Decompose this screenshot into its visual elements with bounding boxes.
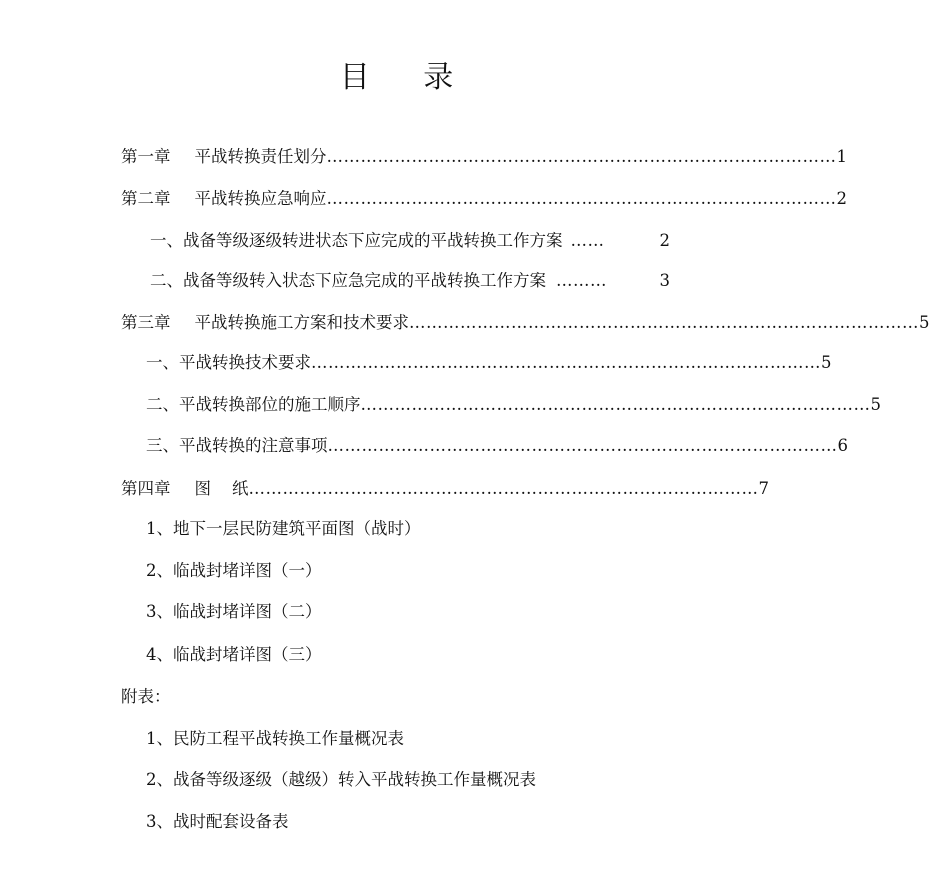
- toc-chapter-label: 第四章: [121, 479, 171, 498]
- toc-entry-section-3-3: [146, 435, 848, 457]
- toc-entry-section-3-1: [146, 352, 832, 374]
- appendix-list-item: 3、战时配套设备表: [146, 812, 289, 831]
- toc-page-number: 6: [837, 436, 848, 455]
- toc-leader-dots: ………: [556, 271, 607, 290]
- drawing-list-item: 4、临战封堵详图（三）: [146, 645, 322, 664]
- toc-entry-text: 三、平战转换的注意事项: [146, 436, 328, 455]
- toc-entry-text: 图 纸: [194, 479, 249, 498]
- appendix-list-item: 2、战备等级逐级（越级）转入平战转换工作量概况表: [146, 770, 536, 789]
- toc-leader-dots: ………………………………………………………………………………: [360, 395, 871, 414]
- toc-entry-section-2-1: [150, 230, 670, 252]
- toc-entry-chapter-4: [121, 478, 769, 500]
- toc-entry-section-2-2: [150, 270, 670, 292]
- toc-leader-dots: ………………………………………………………………………………: [409, 313, 919, 332]
- appendix-heading: 附表：: [121, 687, 171, 706]
- toc-chapter-label: 第三章: [121, 313, 171, 332]
- toc-entry-text: 一、战备等级逐级转进状态下应完成的平战转换工作方案: [150, 231, 563, 250]
- toc-page-number: 2: [836, 189, 847, 208]
- toc-leader-dots: ………………………………………………………………………………: [327, 436, 838, 455]
- drawing-list-item: 2、临战封堵详图（一）: [146, 561, 322, 580]
- appendix-list-item: 1、民防工程平战转换工作量概况表: [146, 729, 404, 748]
- toc-leader-dots: ……: [570, 231, 605, 250]
- toc-entry-text: 平战转换责任划分: [194, 147, 327, 166]
- toc-entry-text: 一、平战转换技术要求: [146, 353, 311, 372]
- toc-page-number: 5: [821, 353, 832, 372]
- toc-entry-text: 平战转换施工方案和技术要求: [194, 313, 409, 332]
- toc-entry-text: 二、平战转换部位的施工顺序: [146, 395, 361, 414]
- toc-entry-chapter-1: [121, 146, 847, 168]
- toc-page-number: 2: [659, 231, 670, 250]
- toc-leader-dots: ………………………………………………………………………………: [326, 189, 837, 208]
- toc-page-number: 3: [659, 271, 670, 290]
- toc-leader-dots: ………………………………………………………………………………: [326, 147, 837, 166]
- toc-page-number: 7: [758, 479, 769, 498]
- toc-entry-text: 平战转换应急响应: [194, 189, 327, 208]
- drawing-list-item: 3、临战封堵详图（二）: [146, 602, 322, 621]
- toc-leader-dots: ………………………………………………………………………………: [311, 353, 821, 372]
- toc-chapter-label: 第一章: [121, 147, 171, 166]
- toc-page-number: 1: [836, 147, 847, 166]
- drawing-list-item: 1、地下一层民防建筑平面图（战时）: [146, 519, 421, 538]
- toc-entry-chapter-2: [121, 188, 847, 210]
- toc-page-number: 5: [919, 313, 930, 332]
- toc-entry-chapter-3: [121, 312, 930, 334]
- toc-entry-text: 二、战备等级转入状态下应急完成的平战转换工作方案: [150, 271, 546, 290]
- toc-entry-section-3-2: [146, 394, 881, 416]
- toc-chapter-label: 第二章: [121, 189, 171, 208]
- toc-page-number: 5: [870, 395, 881, 414]
- page-title: 目 录: [339, 60, 476, 95]
- toc-leader-dots: ………………………………………………………………………………: [248, 479, 759, 498]
